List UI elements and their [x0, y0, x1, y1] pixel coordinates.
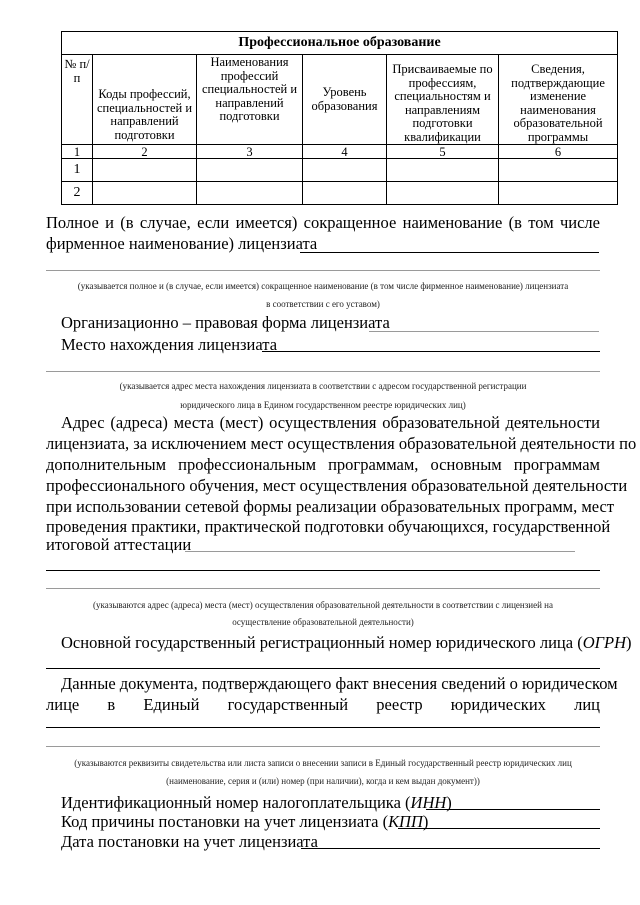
address-input-line-3[interactable]: [46, 588, 600, 589]
address-input-line-2[interactable]: [46, 570, 600, 571]
address-label-line4: профессионального обучения, мест осуществления образовательной деятельности: [46, 476, 628, 495]
kpp-text: Код причины постановки на учет лицензиата (: [61, 812, 389, 831]
location-label: Место нахождения лицензиата: [61, 335, 278, 354]
ogrn-label: [61, 632, 632, 653]
address-label-line2: лицензиата, за исключением мест осуществления образовательной деятельности по: [46, 434, 637, 453]
org-form-input-line[interactable]: [369, 331, 599, 332]
table-cell[interactable]: [499, 182, 618, 205]
ogrn-text: Основной государственный регистрационный номер юридического лица (: [61, 633, 583, 652]
address-input-line[interactable]: [185, 551, 575, 552]
location-note-line1: (указывается адрес места нахождения лицензиата в соответствии с адресом государственной регистрации: [119, 381, 527, 391]
full-name-input-line[interactable]: [300, 252, 599, 253]
table-cell[interactable]: [387, 182, 499, 205]
table-cell[interactable]: [93, 182, 197, 205]
kpp-input-line[interactable]: [398, 828, 600, 829]
professional-education-table: [61, 31, 618, 205]
column-number: 4: [303, 145, 387, 159]
location-input-line-2[interactable]: [46, 371, 600, 372]
ogrn-close: ): [625, 633, 632, 652]
egrul-label-line1: Данные документа, подтверждающего факт внесения сведений о юридическом: [61, 674, 618, 693]
header-level: Уровень образования: [303, 55, 387, 145]
column-number: 1: [62, 145, 93, 159]
table-cell[interactable]: [387, 159, 499, 182]
reg-date-label: Дата постановки на учет лицензиата: [61, 832, 318, 851]
address-note-line1: (указываются адрес (адреса) места (мест) осуществления образовательной деятельности в соответствии с лицензией на: [93, 600, 553, 610]
address-note-line2: осуществление образовательной деятельности): [232, 617, 414, 627]
header-number: № п/п: [62, 55, 93, 145]
inn-text: Идентификационный номер налогоплательщика (: [61, 793, 411, 812]
column-number: 2: [93, 145, 197, 159]
inn-label: [61, 794, 452, 812]
address-label-line7: итоговой аттестации: [46, 535, 192, 554]
table-cell[interactable]: [499, 159, 618, 182]
egrul-input-line[interactable]: [46, 727, 600, 728]
header-program-changes: Сведения, подтверждающие изменение наименования образовательной программы: [499, 55, 618, 145]
inn-abbr: ИНН: [410, 793, 447, 812]
egrul-note-line1: (указываются реквизиты свидетельства или листа записи о внесении записи в Единый государственный реестр юридических лиц: [74, 758, 572, 768]
kpp-close: ): [422, 812, 429, 831]
egrul-label-line2: лице в Единый государственный реестр юридических лиц: [46, 695, 600, 714]
ogrn-abbr: ОГРН: [582, 633, 626, 652]
header-qualifications: Присваиваемые по профессиям, специальностям и направлениям подготовки квалификации: [387, 55, 499, 145]
header-codes: Коды профессий, специальностей и направлений подготовки: [93, 55, 197, 145]
kpp-abbr: КПП: [388, 812, 423, 831]
full-name-label-line2: фирменное наименование) лицензиата: [46, 234, 318, 253]
table-cell[interactable]: [93, 159, 197, 182]
ogrn-input-line[interactable]: [46, 668, 600, 669]
egrul-input-line-2[interactable]: [46, 746, 600, 747]
kpp-label: [61, 813, 428, 831]
egrul-note-line2: (наименование, серия и (или) номер (при наличии), когда и кем выдан документ)): [166, 776, 480, 786]
table-row: [62, 159, 618, 182]
reg-date-input-line[interactable]: [301, 848, 600, 849]
table-cell[interactable]: [303, 182, 387, 205]
location-note-line2: юридического лица в Едином государственном реестре юридических лиц): [180, 400, 466, 410]
table-cell[interactable]: [197, 182, 303, 205]
table-cell[interactable]: [197, 159, 303, 182]
full-name-note-line1: (указывается полное и (в случае, если имеется) сокращенное наименование (в том числе фирменное наименование) лицензиата: [77, 281, 569, 291]
row-number: 2: [62, 182, 93, 205]
column-number: 3: [197, 145, 303, 159]
table-cell[interactable]: [303, 159, 387, 182]
inn-input-line[interactable]: [426, 809, 600, 810]
inn-close: ): [446, 793, 452, 812]
full-name-label-line1: Полное и (в случае, если имеется) сокращенное наименование (в том числе: [46, 213, 600, 232]
address-label-line5: при использовании сетевой формы реализации образовательных программ, мест: [46, 497, 615, 516]
address-label-line3: дополнительным профессиональным программам, основным программам: [46, 455, 600, 474]
address-label-line6: проведения практики, практической подготовки обучающихся, государственной: [46, 517, 611, 536]
full-name-note-line2: в соответствии с его уставом): [266, 299, 380, 309]
full-name-input-line-2[interactable]: [46, 270, 600, 271]
table-title: Профессиональное образование: [62, 32, 618, 55]
address-label-line1: Адрес (адреса) места (мест) осуществления образовательной деятельности: [61, 413, 600, 432]
location-input-line[interactable]: [262, 351, 600, 352]
column-number: 5: [387, 145, 499, 159]
column-number: 6: [499, 145, 618, 159]
header-names: Наименования профессий специальностей и направлений подготовки: [197, 55, 303, 145]
row-number: 1: [62, 159, 93, 182]
table-row: [62, 182, 618, 205]
org-form-label: Организационно – правовая форма лицензиата: [61, 313, 390, 332]
